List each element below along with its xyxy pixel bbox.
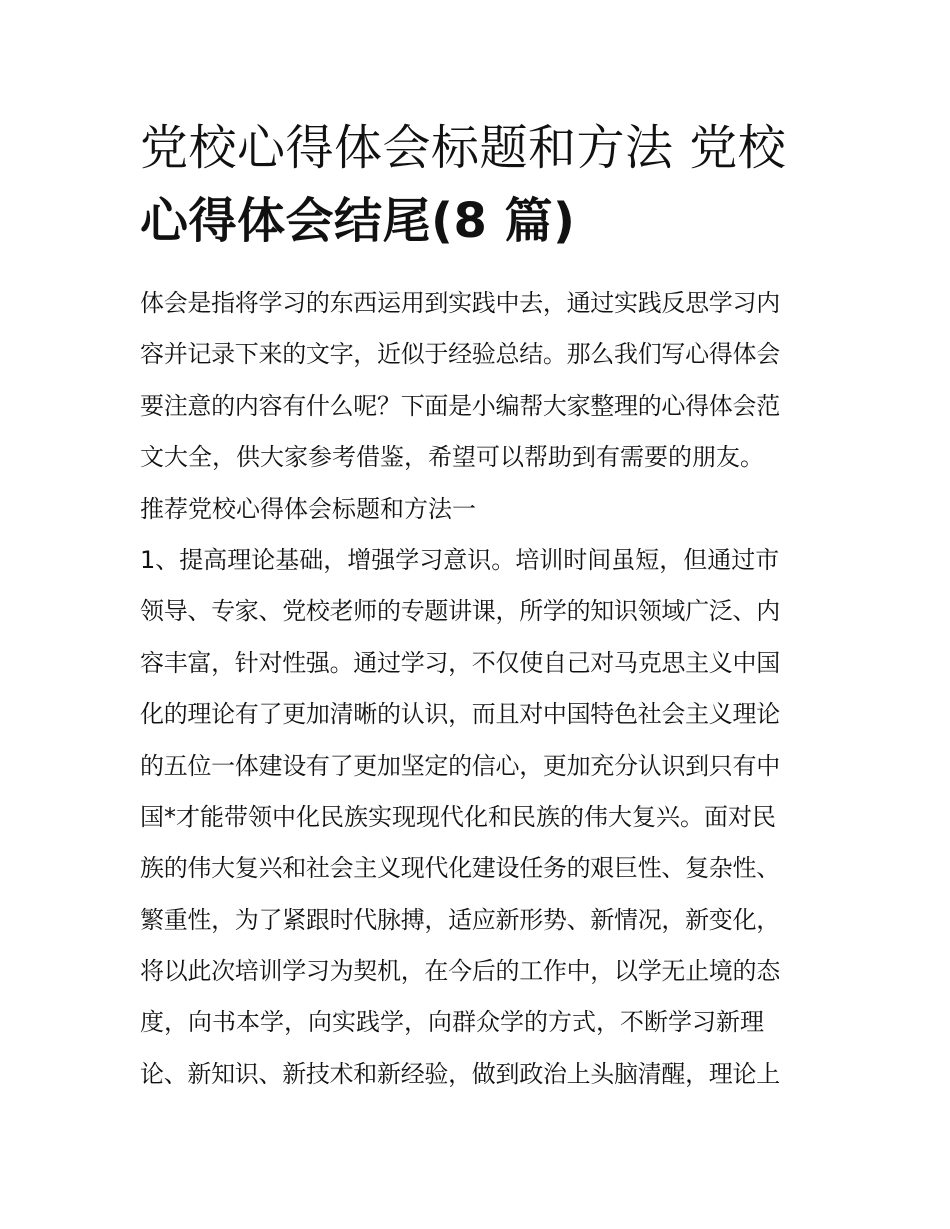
body-line: 繁重性，为了紧跟时代脉搏，适应新形势、新情况，新变化， — [140, 905, 780, 934]
document-body — [140, 278, 820, 1100]
body-line: 族的伟大复兴和社会主义现代化建设任务的艰巨性、复杂性、 — [140, 854, 780, 883]
body-line: 论、新知识、新技术和新经验，做到政治上头脑清醒，理论上 — [140, 1059, 780, 1088]
body-line: 要注意的内容有什么呢？下面是小编帮大家整理的心得体会范 — [140, 391, 780, 420]
body-line: 化的理论有了更加清晰的认识，而且对中国特色社会主义理论 — [140, 700, 780, 729]
title-line-1: 党校心得体会标题和方法 党校 — [140, 120, 787, 176]
body-line: 将以此次培训学习为契机，在今后的工作中，以学无止境的态 — [140, 957, 780, 986]
body-line: 国*才能带领中化民族实现现代化和民族的伟大复兴。面对民 — [140, 802, 776, 831]
document-title — [140, 112, 820, 258]
body-line: 容并记录下来的文字，近似于经验总结。那么我们写心得体会 — [140, 340, 780, 369]
section-heading: 推荐党校心得体会标题和方法一 — [140, 494, 476, 523]
title-line-2: 心得体会结尾(8 篇) — [140, 193, 576, 249]
body-line: 体会是指将学习的东西运用到实践中去，通过实践反思学习内 — [140, 289, 780, 317]
body-line: 度，向书本学，向实践学，向群众学的方式，不断学习新理 — [140, 1008, 764, 1037]
body-line: 的五位一体建设有了更加坚定的信心，更加充分认识到只有中 — [140, 751, 780, 780]
body-line: 1、提高理论基础，增强学习意识。培训时间虽短，但通过市 — [140, 545, 780, 574]
body-line: 文大全，供大家参考借鉴，希望可以帮助到有需要的朋友。 — [140, 443, 764, 472]
body-line: 容丰富，针对性强。通过学习，不仅使自己对马克思主义中国 — [140, 648, 780, 677]
body-line: 领导、专家、党校老师的专题讲课，所学的知识领域广泛、内 — [140, 597, 780, 626]
